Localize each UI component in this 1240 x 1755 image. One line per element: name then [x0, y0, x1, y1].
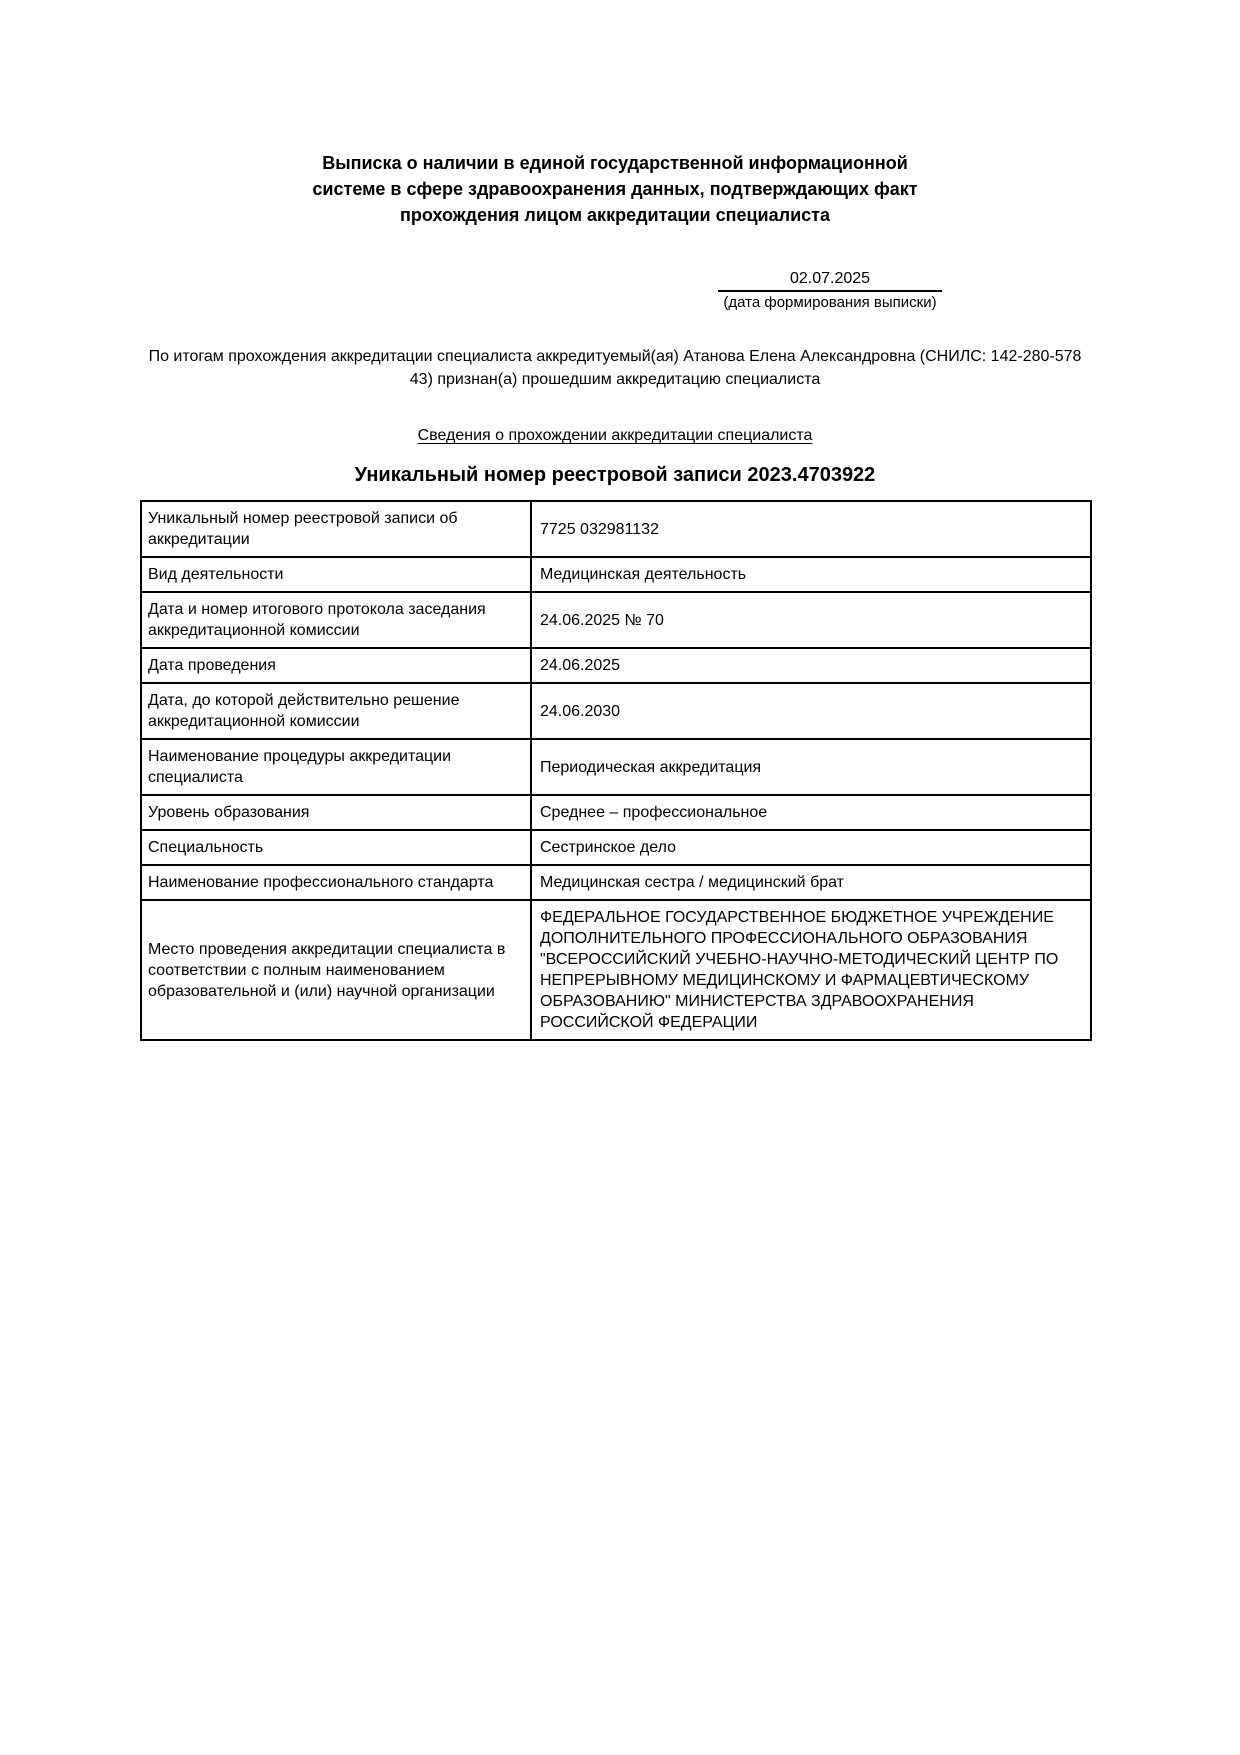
formation-date-caption: (дата формирования выписки): [723, 294, 937, 311]
table-row: [141, 865, 1091, 900]
accreditation-table: [140, 500, 1092, 1041]
page-title-line: системе в сфере здравоохранения данных, подтверждающих факт: [312, 179, 918, 199]
page-title-line: Выписка о наличии в единой государственной информационной: [322, 153, 908, 173]
row-value: 24.06.2025 № 70: [531, 592, 1091, 648]
section-heading: Сведения о прохождении аккредитации специалиста: [417, 427, 813, 444]
row-label: Специальность: [141, 830, 531, 865]
row-label: Дата и номер итогового протокола заседания аккредитационной комиссии: [141, 592, 531, 648]
summary-line: По итогам прохождения аккредитации специалиста аккредитуемый(ая) Атанова Елена Александровна (СНИЛС: 142-280-578: [148, 348, 1082, 365]
table-row: [141, 795, 1091, 830]
row-value: 24.06.2030: [531, 683, 1091, 739]
summary-paragraph: [140, 345, 1090, 391]
row-value: ФЕДЕРАЛЬНОЕ ГОСУДАРСТВЕННОЕ БЮДЖЕТНОЕ УЧРЕЖДЕНИЕ ДОПОЛНИТЕЛЬНОГО ПРОФЕССИОНАЛЬНОГО ОБРАЗОВАНИЯ "ВСЕРОССИЙСКИЙ УЧЕБНО-НАУЧНО-МЕТОДИЧЕСКИЙ ЦЕНТР ПО НЕПРЕРЫВНОМУ МЕДИЦИНСКОМУ И ФАРМАЦЕВТИЧЕСКОМУ ОБРАЗОВАНИЮ" МИНИСТЕРСТВА ЗДРАВООХРАНЕНИЯ РОССИЙСКОЙ ФЕДЕРАЦИИ: [531, 900, 1091, 1040]
row-label: Дата, до которой действительно решение аккредитационной комиссии: [141, 683, 531, 739]
table-row: [141, 900, 1091, 1040]
row-value: Медицинская сестра / медицинский брат: [531, 865, 1091, 900]
table-row: [141, 592, 1091, 648]
summary-line: 43) признан(а) прошедшим аккредитацию специалиста: [409, 371, 821, 388]
row-value: Среднее – профессиональное: [531, 795, 1091, 830]
formation-date: 02.07.2025: [718, 268, 942, 292]
row-label: Уникальный номер реестровой записи об аккредитации: [141, 501, 531, 557]
row-value: Сестринское дело: [531, 830, 1091, 865]
row-value: Периодическая аккредитация: [531, 739, 1091, 795]
row-value: 7725 032981132: [531, 501, 1091, 557]
row-label: Дата проведения: [141, 648, 531, 683]
row-value: 24.06.2025: [531, 648, 1091, 683]
page-title: [140, 150, 1090, 228]
page-title-line: прохождения лицом аккредитации специалиста: [400, 205, 830, 225]
row-label: Место проведения аккредитации специалиста в соответствии с полным наименованием образовательной и (или) научной организации: [141, 900, 531, 1040]
row-label: Уровень образования: [141, 795, 531, 830]
table-row: [141, 830, 1091, 865]
row-label: Наименование профессионального стандарта: [141, 865, 531, 900]
table-row: [141, 648, 1091, 683]
table-row: [141, 501, 1091, 557]
row-label: Вид деятельности: [141, 557, 531, 592]
row-label: Наименование процедуры аккредитации специалиста: [141, 739, 531, 795]
formation-date-block: [718, 268, 942, 313]
table-row: [141, 739, 1091, 795]
registry-number-heading: Уникальный номер реестровой записи 2023.4703922: [354, 464, 876, 486]
row-value: Медицинская деятельность: [531, 557, 1091, 592]
table-row: [141, 683, 1091, 739]
table-row: [141, 557, 1091, 592]
